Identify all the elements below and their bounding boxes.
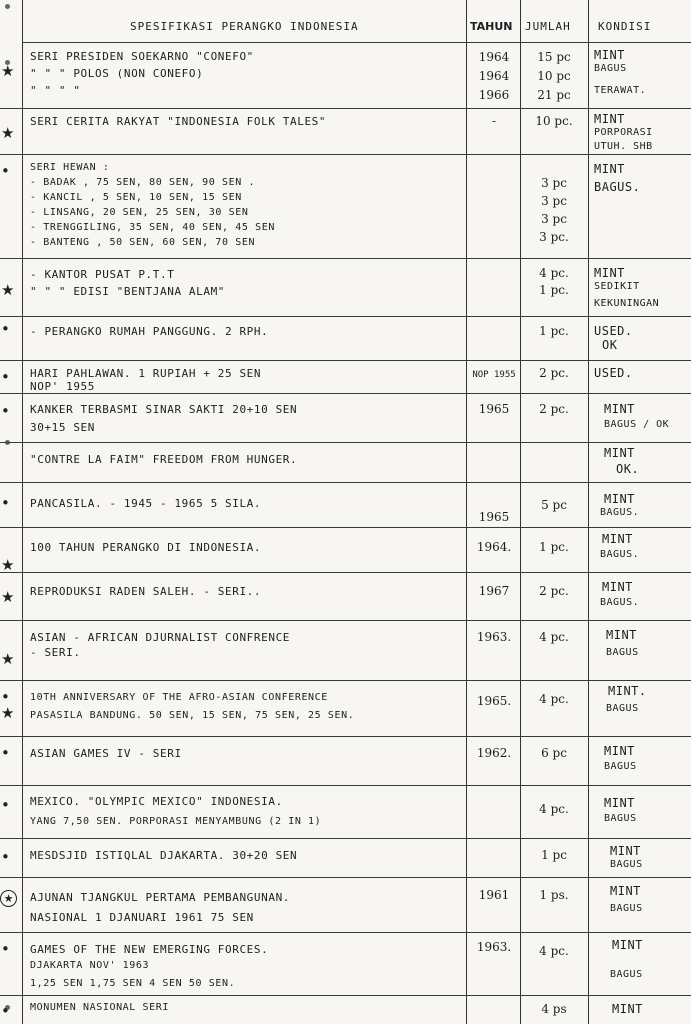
row-separator [0, 785, 691, 786]
cond-value: KEKUNINGAN [594, 298, 660, 309]
desc-line: - BANTENG , 50 SEN, 60 SEN, 70 SEN [30, 237, 256, 248]
qty-value: 2 pc. [539, 584, 569, 598]
desc-line: YANG 7,50 SEN. PORPORASI MENYAMBUNG (2 IN 1) [30, 816, 322, 827]
cond-value: MINT [594, 48, 625, 62]
row-separator [0, 877, 691, 878]
row-year [468, 402, 520, 417]
row-description [30, 942, 466, 991]
cond-value: MINT [594, 112, 625, 126]
row-separator [0, 995, 691, 996]
cond-value: USED. [594, 324, 633, 338]
row-condition [594, 492, 690, 520]
dot-icon: • [1, 320, 10, 338]
year-value: 1964. [476, 540, 512, 554]
row-description [30, 496, 466, 511]
cond-value: OK. [616, 462, 640, 476]
desc-line: 30+15 SEN [30, 421, 96, 434]
row-year [468, 540, 520, 555]
dot-icon: • [1, 402, 10, 420]
dot-icon: • [1, 494, 10, 512]
year-value: 1964 [478, 50, 510, 64]
row-qty [522, 266, 586, 300]
cond-value: BAGUS / OK [604, 419, 670, 430]
cond-value: MINT [602, 580, 633, 594]
row-condition [594, 796, 690, 826]
desc-line: 100 TAHUN PERANGKO DI INDONESIA. [30, 541, 262, 554]
cond-value: BAGUS [594, 63, 627, 74]
row-year [468, 888, 520, 903]
desc-line: - KANTOR PUSAT P.T.T [30, 268, 175, 281]
row-year [468, 50, 520, 107]
row-qty [522, 176, 586, 248]
row-year [468, 940, 520, 955]
row-description [30, 690, 466, 723]
cond-value: MINT [610, 844, 641, 858]
row-separator [0, 108, 691, 109]
row-condition [594, 684, 690, 716]
dot-icon: • [1, 940, 10, 958]
star-icon: ★ [1, 704, 15, 722]
row-separator [0, 572, 691, 573]
desc-line: DJAKARTA NOV' 1963 [30, 960, 150, 971]
row-qty [522, 540, 586, 555]
qty-value: 15 pc [537, 50, 571, 64]
row-description [30, 1000, 466, 1015]
desc-line: - SERI. [30, 646, 81, 659]
cond-value: TERAWAT. [594, 85, 647, 96]
row-condition [594, 844, 690, 872]
cond-value: MINT [610, 884, 641, 898]
row-separator [0, 442, 691, 443]
year-value: 1966 [478, 88, 510, 102]
cond-value: SEDIKIT [594, 281, 640, 292]
row-separator [0, 482, 691, 483]
qty-value: 4 pc. [539, 266, 569, 280]
year-value: NOP 1955 [472, 370, 516, 380]
desc-line: 1,25 SEN 1,75 SEN 4 SEN 50 SEN. [30, 978, 236, 989]
cond-value: MINT [604, 492, 635, 506]
desc-line: 10TH ANNIVERSARY OF THE AFRO-ASIAN CONFERENCE [30, 692, 328, 703]
desc-line: SERI PRESIDEN SOEKARNO "CONEFO" [30, 50, 254, 63]
row-description [30, 794, 466, 829]
desc-line: REPRODUKSI RADEN SALEH. - SERI.. [30, 585, 262, 598]
row-qty [522, 848, 586, 863]
desc-line: ASIAN GAMES IV - SERI [30, 747, 182, 760]
star-icon: ★ [1, 556, 15, 574]
qty-value: 3 pc. [539, 230, 569, 244]
row-year [468, 584, 520, 599]
desc-line: - PERANGKO RUMAH PANGGUNG. 2 RPH. [30, 325, 269, 338]
row-description [30, 114, 466, 129]
cond-value: MINT [604, 446, 635, 460]
row-condition [594, 884, 690, 916]
qty-value: 2 pc. [539, 402, 569, 416]
punch-hole [5, 4, 10, 9]
qty-value: 4 pc. [539, 944, 569, 958]
row-year [468, 694, 520, 709]
row-description [30, 324, 466, 339]
cond-value: BAGUS. [600, 549, 640, 560]
row-description [30, 402, 466, 435]
star-icon: ★ [1, 62, 15, 80]
qty-value: 1 pc [541, 848, 567, 862]
row-qty [522, 324, 586, 339]
row-separator [0, 736, 691, 737]
desc-line: - TRENGGILING, 35 SEN, 40 SEN, 45 SEN [30, 222, 275, 233]
cond-value: BAGUS. [594, 180, 641, 194]
desc-line: "CONTRE LA FAIM" FREEDOM FROM HUNGER. [30, 453, 298, 466]
row-condition [594, 1002, 690, 1016]
desc-line: PASASILA BANDUNG. 50 SEN, 15 SEN, 75 SEN, 25 SEN. [30, 710, 355, 721]
row-description [30, 540, 466, 555]
desc-line: " " " " [30, 84, 81, 97]
cond-value: BAGUS [606, 703, 639, 714]
desc-line: HARI PAHLAWAN. 1 RUPIAH + 25 SEN [30, 367, 262, 380]
qty-value: 21 pc [537, 88, 571, 102]
desc-line: MONUMEN NASIONAL SERI [30, 1002, 170, 1013]
cond-value: BAGUS [610, 969, 643, 980]
row-separator [0, 838, 691, 839]
dot-icon: • [1, 1002, 10, 1020]
year-value: 1961 [478, 888, 510, 902]
desc-line: KANKER TERBASMI SINAR SAKTI 20+10 SEN [30, 403, 298, 416]
dot-icon: • [1, 368, 10, 386]
row-description [30, 452, 466, 467]
year-value: 1965. [476, 694, 512, 708]
row-separator [0, 527, 691, 528]
star-icon: ★ [1, 650, 15, 668]
row-description [30, 584, 466, 599]
cond-value: BAGUS [606, 647, 639, 658]
desc-line: NOP' 1955 [30, 380, 96, 393]
row-qty [522, 402, 586, 417]
desc-line: AJUNAN TJANGKUL PERTAMA PEMBANGUNAN. [30, 891, 291, 904]
dot-icon: • [1, 796, 10, 814]
qty-value: 10 pc [537, 69, 571, 83]
cond-value: BAGUS [604, 761, 637, 772]
row-description [30, 890, 466, 925]
row-condition [594, 446, 690, 476]
row-condition [594, 744, 690, 774]
year-value: 1965 [478, 510, 510, 524]
cond-value: USED. [594, 366, 633, 380]
cond-value: MINT [604, 744, 635, 758]
row-qty [522, 746, 586, 761]
row-description [30, 746, 466, 761]
year-value: - [491, 114, 497, 128]
desc-line: NASIONAL 1 DJANUARI 1961 75 SEN [30, 911, 254, 924]
row-condition [594, 366, 690, 380]
cond-value: MINT [612, 1002, 643, 1016]
cond-value: BAGUS. [600, 507, 640, 518]
cond-value: BAGUS [610, 859, 643, 870]
qty-value: 3 pc [541, 212, 567, 226]
row-separator [0, 360, 691, 361]
row-condition [594, 580, 690, 610]
year-value: 1962. [476, 746, 512, 760]
header-spec: SPESIFIKASI PERANGKO INDONESIA [130, 20, 359, 33]
desc-line: - KANCIL , 5 SEN, 10 SEN, 15 SEN [30, 192, 242, 203]
desc-line: " " " EDISI "BENTJANA ALAM" [30, 285, 226, 298]
qty-value: 1 ps. [539, 888, 569, 902]
row-condition [594, 48, 690, 98]
desc-line: ASIAN - AFRICAN DJURNALIST CONFRENCE [30, 631, 291, 644]
cond-value: BAGUS [604, 813, 637, 824]
row-separator [0, 258, 691, 259]
qty-value: 4 ps [541, 1002, 567, 1016]
qty-value: 1 pc. [539, 324, 569, 338]
cond-value: MINT [606, 628, 637, 642]
year-value: 1965 [478, 402, 510, 416]
row-condition [594, 402, 690, 432]
row-qty [522, 692, 586, 707]
qty-value: 4 pc. [539, 630, 569, 644]
row-condition [594, 266, 690, 311]
cond-value: MINT [604, 796, 635, 810]
desc-line: - LINSANG, 20 SEN, 25 SEN, 30 SEN [30, 207, 249, 218]
row-qty [522, 888, 586, 903]
row-separator [0, 932, 691, 933]
header-cond: KONDISI [598, 20, 652, 33]
row-separator [0, 316, 691, 317]
row-condition [594, 324, 690, 352]
row-description [30, 848, 466, 863]
desc-line: - BADAK , 75 SEN, 80 SEN, 90 SEN . [30, 177, 256, 188]
circled-star-icon: ★ [0, 890, 17, 907]
row-condition [594, 162, 690, 194]
row-condition [594, 938, 690, 982]
row-description [30, 160, 466, 250]
star-icon: ★ [1, 281, 15, 299]
row-description [30, 366, 466, 394]
star-icon: ★ [1, 124, 15, 142]
year-value: 1967 [478, 584, 510, 598]
cond-value [594, 952, 690, 968]
cond-value: MINT [602, 532, 633, 546]
row-qty [522, 114, 586, 129]
year-value: 1963. [476, 630, 512, 644]
header-year: TAHUN [470, 20, 513, 33]
qty-value: 6 pc [541, 746, 567, 760]
row-qty [522, 1002, 586, 1017]
dot-icon: • [1, 848, 10, 866]
desc-line: MESDSJID ISTIQLAL DJAKARTA. 30+20 SEN [30, 849, 298, 862]
desc-line: SERI CERITA RAKYAT "INDONESIA FOLK TALES" [30, 115, 327, 128]
row-qty [522, 50, 586, 107]
row-year [468, 510, 520, 525]
row-qty [522, 366, 586, 381]
cond-value: MINT [594, 162, 625, 176]
row-condition [594, 112, 690, 154]
row-year [468, 368, 520, 383]
row-qty [522, 802, 586, 817]
row-condition [594, 628, 690, 660]
row-condition [594, 532, 690, 562]
desc-line: GAMES OF THE NEW EMERGING FORCES. [30, 943, 269, 956]
row-description [30, 266, 466, 300]
qty-value: 2 pc. [539, 366, 569, 380]
desc-line: SERI HEWAN : [30, 162, 110, 173]
header-underline [22, 42, 691, 43]
qty-value: 3 pc [541, 176, 567, 190]
row-qty [522, 944, 586, 959]
row-year [468, 114, 520, 129]
row-qty [522, 584, 586, 599]
header-qty: JUMLAH [525, 20, 571, 33]
dot-icon: • [1, 162, 10, 180]
row-year [468, 630, 520, 645]
cond-value: UTUH. SHB [594, 141, 653, 152]
dot-icon: • [1, 744, 10, 762]
row-description [30, 630, 466, 660]
cond-value: MINT. [608, 684, 647, 698]
cond-value: MINT [594, 266, 625, 280]
desc-line: PANCASILA. - 1945 - 1965 5 SILA. [30, 497, 262, 510]
cond-value: OK [602, 338, 618, 352]
star-icon: ★ [1, 588, 15, 606]
row-separator [0, 680, 691, 681]
row-qty [522, 498, 586, 513]
row-year [468, 746, 520, 761]
row-qty [522, 630, 586, 645]
qty-value: 5 pc [541, 498, 567, 512]
row-separator [0, 154, 691, 155]
qty-value: 3 pc [541, 194, 567, 208]
qty-value: 1 pc. [539, 540, 569, 554]
year-value: 1963. [476, 940, 512, 954]
desc-line: " " " POLOS (NON CONEFO) [30, 67, 204, 80]
row-description [30, 48, 466, 99]
qty-value: 4 pc. [539, 692, 569, 706]
qty-value: 1 pc. [539, 283, 569, 297]
qty-value: 10 pc. [535, 114, 573, 128]
qty-value: 4 pc. [539, 802, 569, 816]
row-separator [0, 620, 691, 621]
cond-value: BAGUS [610, 903, 643, 914]
cond-value: MINT [612, 938, 643, 952]
dot-icon: • [1, 688, 10, 706]
cond-value: BAGUS. [600, 597, 640, 608]
year-value: 1964 [478, 69, 510, 83]
desc-line: MEXICO. "OLYMPIC MEXICO" INDONESIA. [30, 795, 283, 808]
cond-value: PORPORASI [594, 127, 653, 138]
cond-value: MINT [604, 402, 635, 416]
